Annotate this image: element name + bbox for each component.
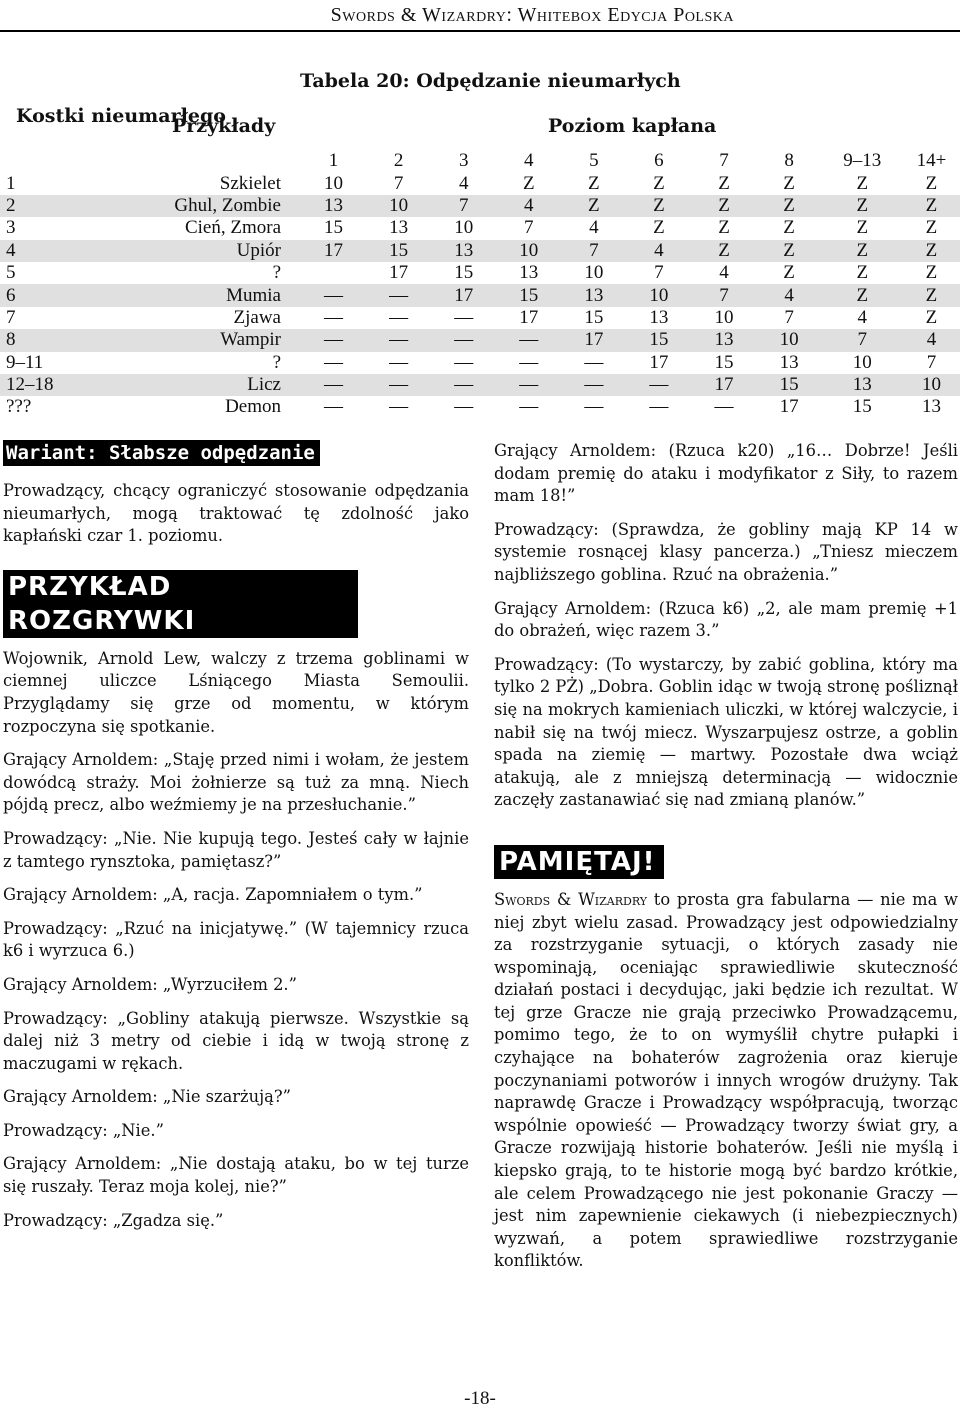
remember-paragraph (494, 889, 958, 1273)
col-header-przyklady: Przykłady (172, 115, 276, 137)
example-paragraph: Grający Arnoldem: „Nie dostają ataku, bo w tej turze się ruszały. Teraz moja kolej, nie?” (3, 1154, 469, 1197)
turn-value-cell: 10 (366, 195, 431, 217)
table-row (0, 195, 960, 217)
page-number: -18- (464, 1388, 496, 1409)
right-column (494, 440, 958, 1284)
level-header-cell: 7 (719, 150, 729, 172)
turn-value-cell: Z (925, 172, 938, 194)
example-cell: Zjawa (233, 306, 281, 328)
turn-value-cell: Z (822, 195, 903, 217)
hd-cell: 2 (0, 195, 98, 217)
remember-heading: PAMIĘTAJ! (494, 845, 664, 879)
turn-value-cell: 10 (324, 172, 344, 194)
turn-value-cell: 7 (561, 240, 626, 262)
turn-value-cell: 10 (496, 240, 561, 262)
hd-cell: 3 (6, 217, 16, 239)
hd-cell: 5 (6, 262, 16, 284)
turn-value-cell: — (584, 351, 604, 373)
table-title: Tabela 20: Odpędzanie nieumarłych (300, 70, 681, 92)
turn-value-cell: — (626, 374, 691, 396)
turn-value-cell: 17 (561, 329, 626, 351)
hd-cell: 8 (0, 329, 98, 351)
turn-value-cell: 4 (903, 329, 960, 351)
turn-value-cell: Z (925, 306, 938, 328)
turn-value-cell: 15 (757, 374, 822, 396)
example-paragraph: Prowadzący: „Gobliny atakują pierwsze. Wszystkie są dalej niż 3 metry od ciebie i idą w twoją stronę z maczugami w rękach. (3, 1008, 469, 1073)
turn-value-cell: Z (757, 240, 822, 262)
turn-value-cell: Z (903, 284, 960, 306)
header-rule (0, 30, 960, 32)
example-cell: Demon (225, 396, 281, 418)
turn-value-cell: 4 (857, 306, 868, 328)
table-row (0, 374, 960, 396)
turn-value-cell: Z (718, 172, 730, 194)
turn-value-cell: Z (903, 195, 960, 217)
level-header-cell: 3 (458, 150, 469, 172)
example-paragraph: Prowadzący: „Nie. Nie kupują tego. Jesteś cały w łajnie z tamtego rynsztoka, pamiętasz?” (3, 828, 469, 871)
hd-cell: 6 (0, 284, 98, 306)
turn-value-cell: Z (783, 262, 795, 284)
turn-value-cell: 15 (584, 306, 604, 328)
hd-cell: 9–11 (6, 351, 44, 373)
turn-value-cell: Z (856, 262, 869, 284)
example-paragraph: Prowadzący: (To wystarczy, by zabić goblina, który ma tylko 2 PŻ) „Dobra. Goblin idąc w twoją stronę pośliznął się na mokrych kamieniach uliczki, w której walczycie, i nabił się na twój miecz. Wyszarpujesz ostrze, a goblin spada na ziemię — martwy. Pozostałe dwa wciąż atakują, ale z mniejszą determinacją — widocznie zaczęły zastanawiać się nad zmianą planów.” (494, 654, 958, 810)
turn-value-cell (301, 262, 366, 284)
turn-value-cell: 10 (714, 306, 734, 328)
turn-value-cell: Z (691, 240, 756, 262)
turn-value-cell: 4 (589, 217, 599, 239)
variant-text: Prowadzący, chcący ograniczyć stosowanie odpędzania nieumarłych, mogą traktować tę zdolność jako kapłański czar 1. poziomu. (3, 481, 469, 546)
turn-value-cell: — (454, 351, 474, 373)
turn-value-cell: 17 (301, 240, 366, 262)
turn-value-cell: — (454, 306, 474, 328)
example-paragraph: Wojownik, Arnold Lew, walczy z trzema goblinami w ciemnej uliczce Lśniącego Miasta Semoulii. Przyglądamy się grze od momentu, w którym rozpoczyna się spotkanie. (3, 648, 469, 736)
example-paragraph: Grający Arnoldem: (Rzuca k6) „2, ale mam premię +1 do obrażeń, więc razem 3.” (494, 598, 958, 641)
brand-name: Swords & Wizardry (494, 889, 648, 909)
turn-value-cell: Z (822, 240, 903, 262)
example-paragraph: Prowadzący: „Zgadza się.” (3, 1210, 224, 1230)
turn-value-cell: — (431, 374, 496, 396)
turn-value-cell: 4 (626, 240, 691, 262)
example-paragraph: Grający Arnoldem: (Rzuca k20) „16… Dobrze! Jeśli dodam premię do ataku i modyfikator z Siły, to razem mam 18!” (494, 441, 958, 506)
turn-value-cell: — (714, 396, 734, 418)
level-header-cell: 4 (524, 150, 534, 172)
hd-cell: 12–18 (0, 374, 98, 396)
turn-value-cell: 10 (852, 351, 872, 373)
turn-value-cell: 10 (584, 262, 604, 284)
turn-value-cell: 13 (779, 351, 799, 373)
turn-value-cell: 10 (757, 329, 822, 351)
turn-value-cell: Z (653, 217, 665, 239)
turn-value-cell: 17 (519, 306, 539, 328)
turn-value-cell: — (301, 374, 366, 396)
turn-value-cell: Z (588, 172, 600, 194)
example-cell: ? (272, 262, 281, 284)
turn-value-cell: Z (757, 195, 822, 217)
turn-value-cell: 7 (393, 172, 404, 194)
turn-value-cell: 7 (784, 306, 794, 328)
turn-value-cell: Z (691, 195, 756, 217)
example-cell: ? (272, 351, 281, 373)
example-paragraph: Prowadzący: „Nie.” (3, 1120, 164, 1140)
example-paragraph: Grający Arnoldem: „A, racja. Zapomniałem o tym.” (3, 885, 423, 905)
turn-value-cell: 4 (719, 262, 729, 284)
turn-value-cell: 13 (519, 262, 539, 284)
example-cell: Licz (98, 374, 301, 396)
running-header: Swords & Wizardry: Whitebox Edycja Polska (330, 4, 734, 26)
turn-value-cell: Z (522, 172, 535, 194)
turn-value-cell: — (431, 329, 496, 351)
turn-value-cell: Z (925, 262, 938, 284)
turn-value-cell: 7 (431, 195, 496, 217)
turn-undead-table (0, 150, 960, 419)
turn-value-cell: Z (783, 172, 795, 194)
turn-value-cell: — (649, 396, 669, 418)
turn-value-cell: — (324, 306, 344, 328)
example-cell: Szkielet (219, 172, 281, 194)
turn-value-cell: 13 (921, 396, 941, 418)
turn-value-cell: — (366, 329, 431, 351)
turn-value-cell: — (496, 329, 561, 351)
level-header-cell: 8 (784, 150, 794, 172)
turn-value-cell: — (366, 284, 431, 306)
turn-value-cell: 4 (458, 172, 469, 194)
turn-value-cell: 13 (301, 195, 366, 217)
turn-value-cell: 17 (431, 284, 496, 306)
turn-value-cell: 7 (926, 351, 937, 373)
table-row (0, 217, 960, 239)
turn-value-cell: Z (718, 217, 730, 239)
turn-value-cell: 15 (852, 396, 872, 418)
example-cell: Mumia (98, 284, 301, 306)
turn-value-cell: — (561, 374, 626, 396)
turn-value-cell: Z (903, 240, 960, 262)
turn-value-cell: 13 (649, 306, 669, 328)
turn-value-cell: 13 (561, 284, 626, 306)
level-header-blank (98, 150, 301, 172)
example-cell: Ghul, Zombie (98, 195, 301, 217)
turn-value-cell: 15 (324, 217, 344, 239)
turn-value-cell: — (519, 396, 539, 418)
level-header-cell: 1 (328, 150, 339, 172)
turn-value-cell: — (389, 351, 409, 373)
turn-value-cell: Z (626, 195, 691, 217)
example-cell: Upiór (98, 240, 301, 262)
level-header-cell: 14+ (916, 150, 947, 172)
turn-value-cell: — (389, 306, 409, 328)
level-header-cell: 9–13 (843, 150, 882, 172)
turn-value-cell: 7 (822, 329, 903, 351)
table-row (0, 307, 960, 329)
turn-value-cell: Z (783, 217, 795, 239)
turn-value-cell: 4 (496, 195, 561, 217)
turn-value-cell: — (301, 329, 366, 351)
turn-value-cell: 10 (454, 217, 474, 239)
example-paragraph: Prowadzący: (Sprawdza, że gobliny mają KP 14 w systemie rosnącej klasy pancerza.) „Tniesz mieczem najbliższego goblina. Rzuć na obrażenia.” (494, 519, 958, 584)
left-column (3, 440, 469, 1243)
turn-value-cell: 15 (496, 284, 561, 306)
table-row (0, 262, 960, 284)
variant-heading: Wariant: Słabsze odpędzanie (3, 440, 320, 466)
turn-value-cell: 4 (757, 284, 822, 306)
turn-value-cell: — (389, 396, 409, 418)
level-header-cell: 2 (393, 150, 404, 172)
turn-value-cell: 17 (691, 374, 756, 396)
turn-value-cell: — (454, 396, 474, 418)
example-heading: PRZYKŁAD ROZGRYWKI (3, 570, 358, 638)
turn-value-cell: 7 (691, 284, 756, 306)
example-paragraph: Grający Arnoldem: „Staję przed nimi i wołam, że jestem dowódcą straży. Moi żołnierze są tuż za mną. Niech pójdą precz, albo weźmiemy je na przesłuchanie.” (3, 750, 469, 815)
example-paragraph: Grający Arnoldem: „Wyrzuciłem 2.” (3, 974, 297, 994)
example-paragraph: Grający Arnoldem: „Nie szarżują?” (3, 1087, 291, 1107)
table-row (0, 396, 960, 418)
turn-value-cell: 17 (779, 396, 799, 418)
turn-value-cell: 7 (654, 262, 664, 284)
turn-value-cell: Z (653, 172, 665, 194)
table-row (0, 240, 960, 262)
hd-cell: ??? (6, 396, 32, 418)
table-row (0, 329, 960, 351)
turn-value-cell: — (519, 351, 539, 373)
turn-value-cell: — (584, 396, 604, 418)
example-paragraph: Prowadzący: „Rzuć na inicjatywę.” (W tajemnicy rzuca k6 i wyrzuca 6.) (3, 918, 469, 961)
turn-value-cell: Z (856, 172, 869, 194)
level-header-blank (0, 150, 98, 172)
turn-value-cell: — (324, 351, 344, 373)
turn-value-cell: Z (925, 217, 938, 239)
turn-value-cell: — (301, 284, 366, 306)
remember-text: to prosta gra fabularna — nie ma w niej zbyt wielu zasad. Prowadzący jest odpowiedzialny za rozstrzyganie sytuacji, o których zasady nie wspominają, oceniając sprawiedliwie skuteczność działań postaci i decydując, jaki będzie ich rezultat. W tej grze Gracze nie grają przeciwko Prowadzącemu, pomimo tego, że to on wymyślił chytre pułapki i czyhające na bohaterów zagrożenia oraz kieruje poczynaniami potworów i innych wrogów drużyny. Tak naprawdę Gracze i Prowadzący współpracują, tworząc wspólnie opowieść — Prowadzący tworzy świat gry, a Gracze rozwijają historie bohaterów. Jeśli nie myślą i kiepsko grają, to te historie mogą być bardzo krótkie, ale celem Prowadzącego nie jest pokonanie Graczy — jest nim zapewnienie ciekawych (i niebezpiecznych) wyzwań, a potem sprawiedliwe rozstrzyganie konfliktów. (494, 889, 958, 1271)
turn-value-cell: 7 (524, 217, 534, 239)
turn-value-cell: 17 (649, 351, 669, 373)
turn-value-cell: Z (822, 284, 903, 306)
example-cell: Cień, Zmora (184, 217, 281, 239)
hd-cell: 4 (0, 240, 98, 262)
table-row (0, 284, 960, 306)
turn-value-cell: 13 (431, 240, 496, 262)
turn-value-cell: — (366, 374, 431, 396)
example-cell: Wampir (98, 329, 301, 351)
col-header-poziom: Poziom kapłana (548, 115, 717, 137)
turn-value-cell: 13 (691, 329, 756, 351)
level-header-row (0, 150, 960, 172)
turn-value-cell: 10 (903, 374, 960, 396)
table-row (0, 352, 960, 374)
turn-value-cell: 10 (626, 284, 691, 306)
level-header-cell: 6 (654, 150, 664, 172)
col-header-kostki: Kostki nieumarłego (16, 105, 226, 127)
turn-value-cell: Z (561, 195, 626, 217)
turn-value-cell: — (324, 396, 344, 418)
table-row (0, 172, 960, 194)
turn-value-cell: Z (856, 217, 869, 239)
level-header-cell: 5 (589, 150, 599, 172)
turn-value-cell: 15 (366, 240, 431, 262)
turn-value-cell: 13 (822, 374, 903, 396)
turn-value-cell: — (496, 374, 561, 396)
turn-value-cell: 15 (454, 262, 474, 284)
turn-value-cell: 13 (389, 217, 409, 239)
hd-cell: 1 (6, 172, 16, 194)
turn-value-cell: 17 (389, 262, 409, 284)
hd-cell: 7 (6, 306, 16, 328)
turn-value-cell: 15 (714, 351, 734, 373)
turn-value-cell: 15 (626, 329, 691, 351)
